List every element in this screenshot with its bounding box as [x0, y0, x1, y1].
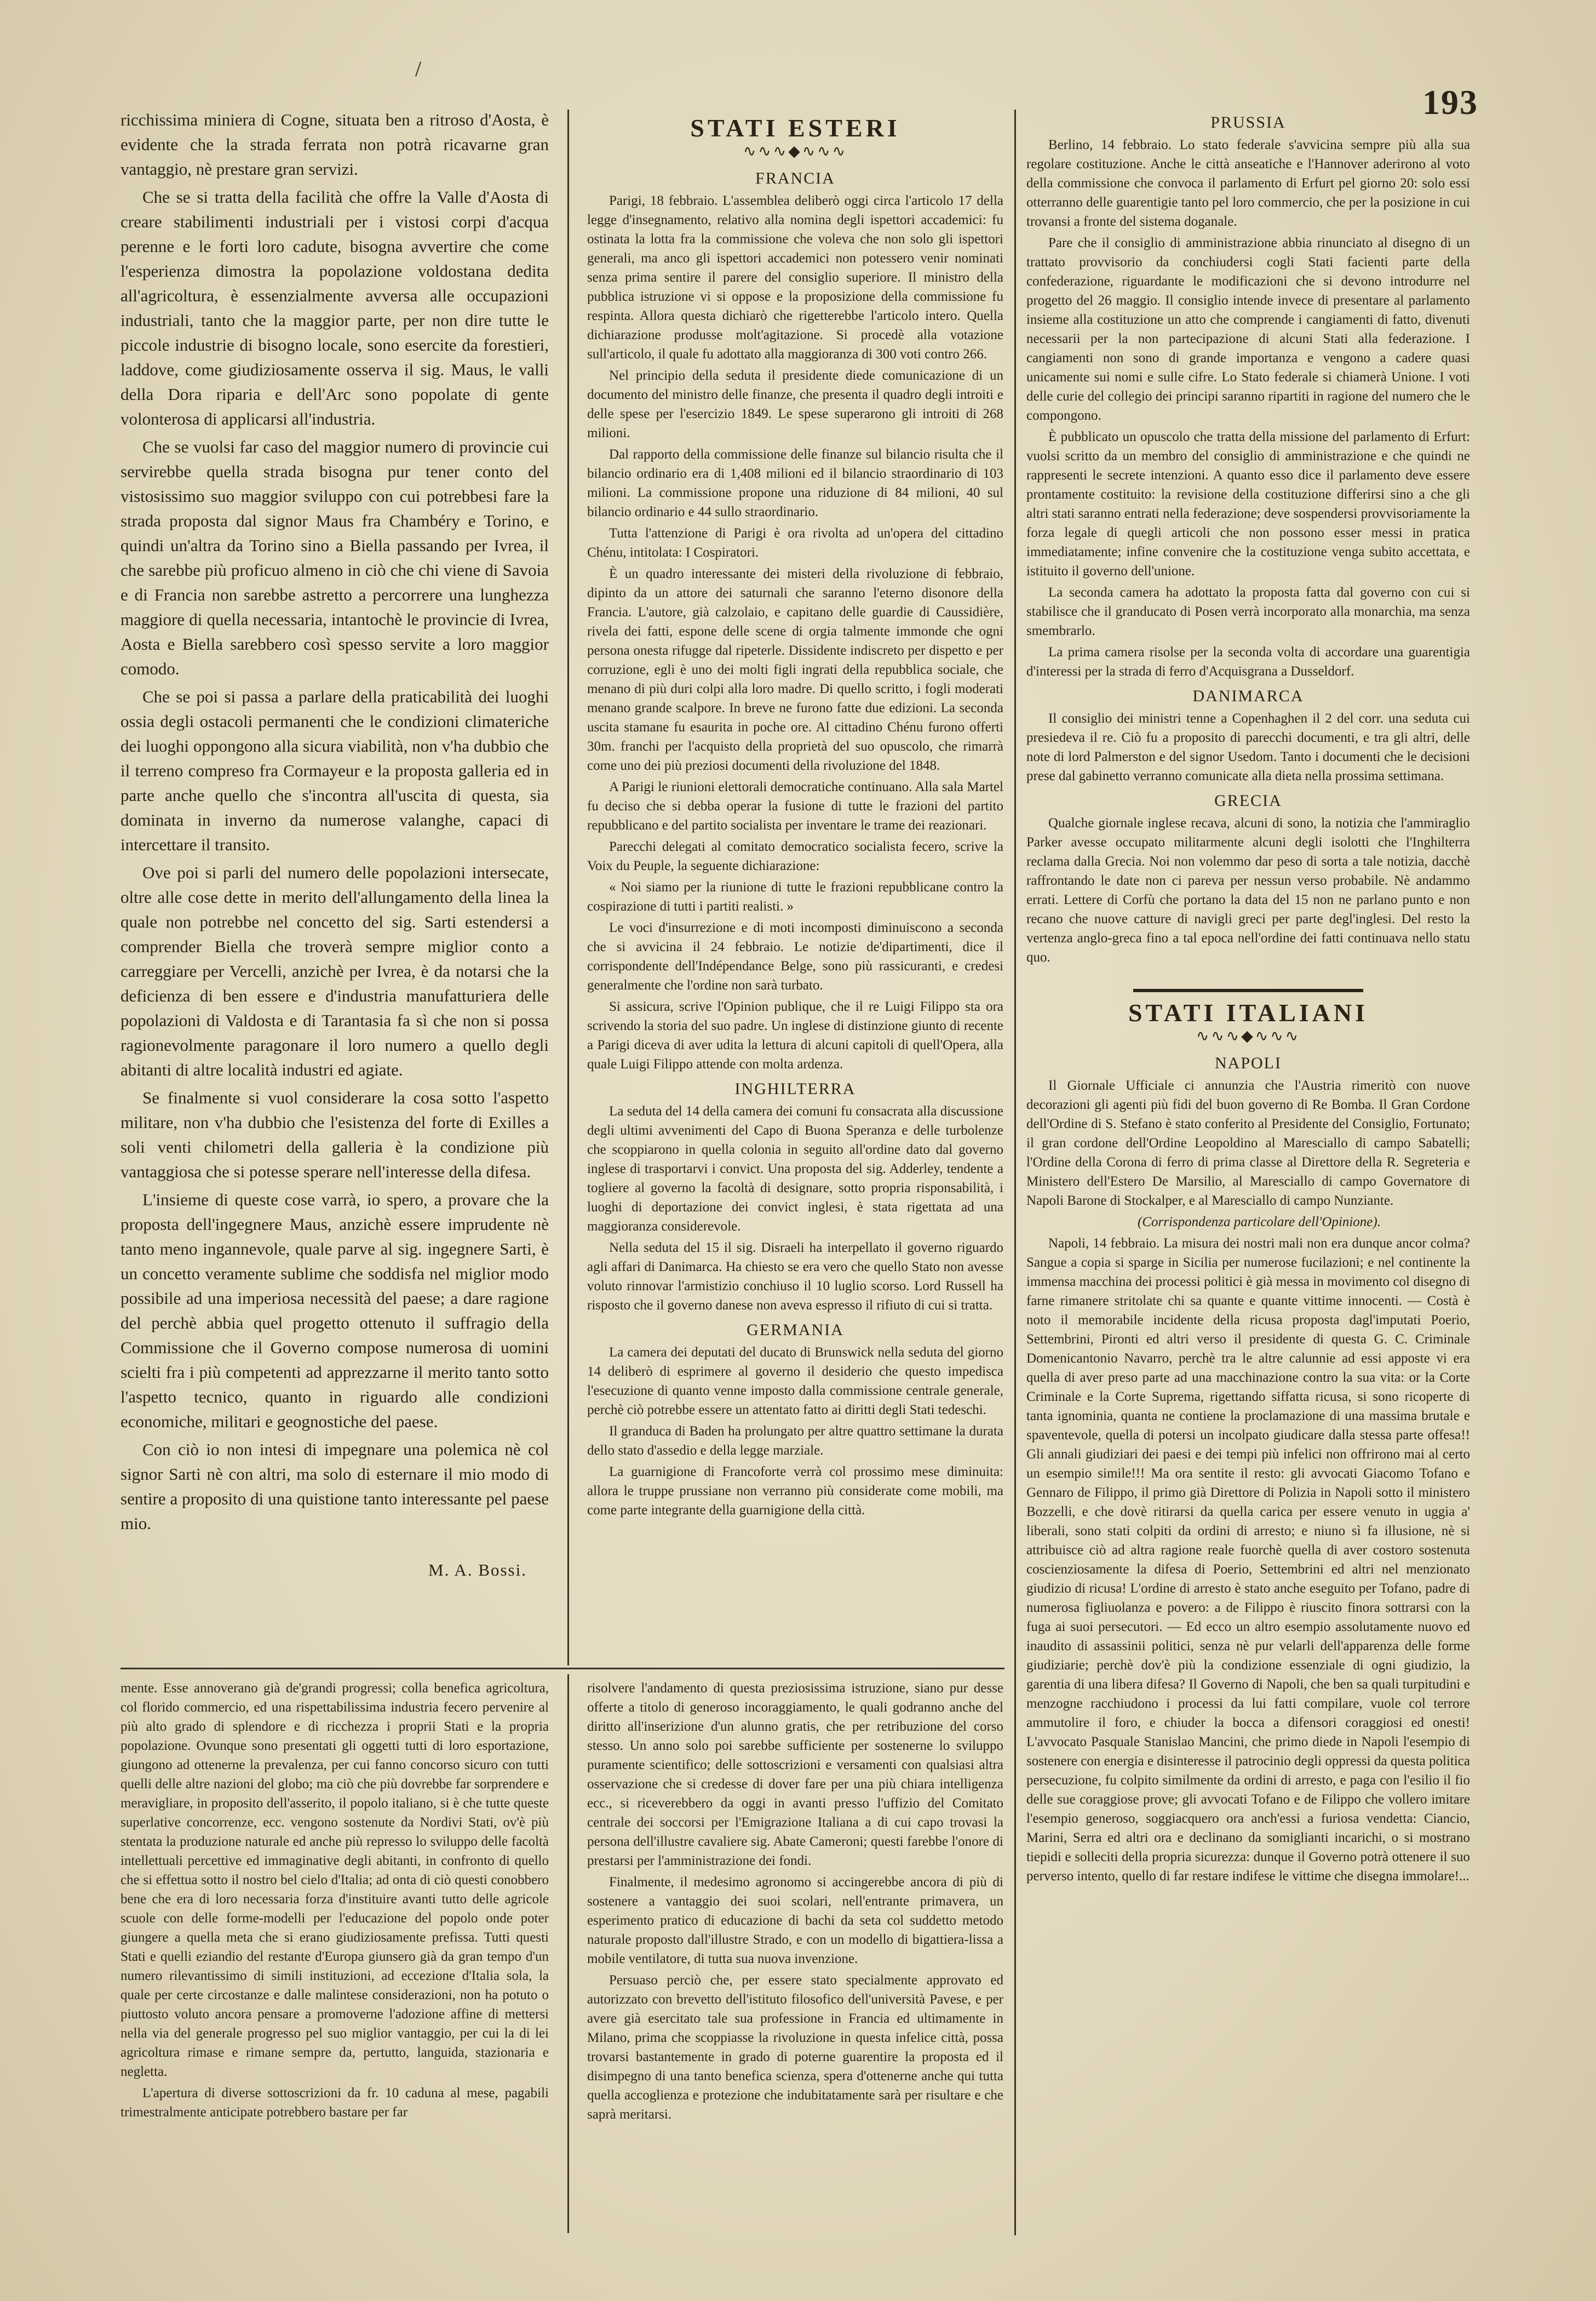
heading-danimarca: DANIMARCA — [1192, 687, 1304, 705]
ornament-divider: ∿∿∿◆∿∿∿ — [1196, 1028, 1301, 1045]
paragraph: Il consiglio dei ministri tenne a Copenhaghen il 2 del corr. una seduta cui presiedeva il re. Ciò fu a proposito di parecchi documenti, e tra gli altri, delle note di lord Palmerston e del signor Usedom. Tanto i documenti che le decisioni prese dal gabinetto verranno comunicate alla dieta nella prossima settimana. — [1026, 711, 1470, 783]
section-title-stati-esteri: STATI ESTERI — [690, 114, 900, 142]
paragraph: Con ciò io non intesi di impegnare una polemica nè col signor Sarti nè con altri, ma solo di esternare il mio modo di sentire a proposito di una quistione tanto interessante pel paese mio. — [120, 1440, 549, 1533]
paragraph: A Parigi le riunioni elettorali democratiche continuano. Alla sala Martel fu deciso che si debba operar la fusione di tutte le frazioni del partito repubblicano e del partito socialista per inventare le trame dei reazionari. — [587, 780, 1003, 833]
paragraph: mente. Esse annoverano già de'grandi progressi; colla benefica agricoltura, col florido commercio, ed una rispettabilissima industria fecero pervenire al più alto grado di splendore e di ricchezza i proprii Stati e la propria popolazione. Ovunque sono presentati gli oggetti tutti di loro esportazione, giungono ad ottenerne la prevalenza, per cui fanno concorso sicuro con tutti quelli delle altre nazioni del globo; ma ciò che più dovrebbe far sorprendere e meravigliare, in proposito dell'asserito, il popolo italiano, si è che tutte queste superlative concorrenze, ecc. vengono sostenute da Nordivi Stati, ov'è più stentata la produzione naturale ed anche più represso lo sviluppo delle facoltà intellettuali percettive ed immaginative degli abitanti, in confronto di quello che si effettua sotto il nostro bel cielo d'Italia; ad onta di ciò questi conobbero bene che era di loro necessaria forza d'instituire avanti tutto delle agricole scuole con delle forme-modelli per l'educazione del popolo onde poter giungere a quella meta che si erano giudiziosamente prefissa. Tutti questi Stati e quelli eziandio del restante d'Europa giunsero già da gran tempo d'un numero rilevantissimo di simili instituzioni, ad eccezione d'Italia sola, la quale per certe circostanze e dalle malintese considerazioni, non ha potuto o piuttosto voluto ancora pensare a promoverne l'adozione affine di mettersi nella via del generale progresso pel suo miglior vantaggio, per cui la di lei agricoltura rimase e rimane sempre da, pertutto, languida, stazionaria e negletta. — [120, 1681, 549, 2079]
heading-prussia: PRUSSIA — [1210, 113, 1286, 131]
quotation: « Noi siamo per la riunione di tutte le frazioni repubblicane contro la cospirazione di tutti i partiti realisti. » — [587, 880, 1003, 914]
footer-middle-column — [587, 1679, 1003, 2221]
ornament-divider: ∿∿∿◆∿∿∿ — [743, 143, 848, 160]
paragraph: La prima camera risolse per la seconda volta di accordare una guarentigia d'interessi per la strada di ferro d'Acquisgrana a Dusseldorf. — [1026, 645, 1470, 679]
paragraph: Che se vuolsi far caso del maggior numero di provincie cui servirebbe quella strada bisogna pur tener conto del vistosissimo suo maggior sviluppo con cui potrebbesi fare la strada proposta dal signor Maus fra Chambéry e Torino, e quindi un'altra da Torino sino a Biella passando per Ivrea, il che sarebbe più proficuo almeno in ciò che chi viene di Savoia e di Francia non sarebbe astretto a percorrere una lunghezza maggiore di quella necessaria, intantochè le provincie di Ivrea, Aosta e Biella sarebbero così spesso servite a loro maggior comodo. — [120, 437, 549, 678]
paragraph: Berlino, 14 febbraio. Lo stato federale s'avvicina sempre più alla sua regolare costituzione. Anche le città anseatiche e l'Hannover aderirono al voto della commissione che convoca il parlamento di Erfurt pel giorno 20: solo essi otterranno delle guarentigie tanto pel loro commercio, che per la posizione in cui trovansi a fronte del sistema doganale. — [1026, 138, 1470, 229]
paragraph: Parigi, 18 febbraio. L'assemblea deliberò oggi circa l'articolo 17 della legge d'insegnamento, relativo alla nomina degli ispettori accademici: fu ostinata la lotta fra la commissione che voleva che non solo gli ispettori generali, ma anco gli ispettori accademici non potessero venir nominati senza prima sentire il parere del consiglio superiore. Il ministro della pubblica istruzione vi si oppose e la proposizione della commissione fu respinta. Allora questa dichiarò che rigetterebbe l'articolo intero. Quella dichiarazione produsse molt'agitazione. Si procedè alla votazione sull'articolo, il quale fu adottato alla maggioranza di 300 voti contro 266. — [587, 193, 1003, 362]
paragraph: Qualche giornale inglese recava, alcuni di sono, la notizia che l'ammiraglio Parker avesse occupato militarmente alcuni degli isolotti che l'Inghilterra reclama dalla Grecia. Noi non volemmo dar peso di sorta a tale notizia, dacchè raffrontando le date non ci pareva per nessun verso probabile. Nè andammo errati. Lettere di Corfù che portano la data del 15 non ne parlano punto e non recano che nuove catture di navigli greci per parte degl'inglesi. Del resto la vertenza anglo-greca fino a tal epoca nell'ordine dei fatti continuava nello statu quo. — [1026, 816, 1470, 965]
paragraph: L'insieme di queste cose varrà, io spero, a provare che la proposta dell'ingegnere Maus, anzichè essere imprudente nè tanto meno ingannevole, quale parve al sig. ingegnere Sarti, è un concetto veramente sublime che soddisfa nel miglior modo possibile ad una imperiosa necessità del paese; a dare ragione del perchè abbia quel progetto ottenuto il suffragio della Commissione che il Governo compose numerosa di uomini scielti fra i più competenti ad apprezzarne il merito tanto sotto l'aspetto tecnico, quanto in riguardo alle condizioni economiche, militari e geognostiche del paese. — [120, 1190, 549, 1431]
paragraph: Nella seduta del 15 il sig. Disraeli ha interpellato il governo riguardo agli affari di Danimarca. Ha chiesto se era vero che quello Stato non avesse voluto rinnovar l'armistizio conchiuso il 10 luglio scorso. Lord Russell ha risposto che il governo danese non aveva espresso il rifiuto di cui si tratta. — [587, 1240, 1003, 1313]
paragraph: L'apertura di diverse sottoscrizioni da fr. 10 caduna al mese, pagabili trimestralmente anticipate potrebbero bastare per far — [120, 2086, 549, 2120]
heading-germania: GERMANIA — [747, 1321, 844, 1339]
paragraph: Se finalmente si vuol considerare la cosa sotto l'aspetto militare, non v'ha dubbio che l'esistenza del forte di Exilles a soli venti chilometri della galleria è la condizione più vantaggiosa che si potesse sperare nell'interesse della difesa. — [120, 1088, 549, 1181]
paragraph: Il Giornale Ufficiale ci annunzia che l'Austria rimeritò con nuove decorazioni gli agenti più fidi del buon governo di Re Bomba. Il Gran Cordone dell'Ordine di S. Stefano è stato conferito al Presidente del Consiglio, Fortunato; il gran cordone dell'Ordine Leopoldino al Maresciallo di campo Sabatelli; l'Ordine della Corona di ferro di prima classe al Direttore della R. Segreteria e Ministero dell'Estero De Marsilio, al Maresciallo di campo Governatore di Napoli Barone di Stockalper, e al Maresciallo di campo Nunziante. — [1026, 1078, 1470, 1208]
right-column — [1026, 107, 1470, 2206]
paragraph: Che se si tratta della facilità che offre la Valle d'Aosta di creare stabilimenti industriali per i vistosi corpi d'acqua perenne e le forti loro cadute, bisogna avvertire che come l'esperienza dimostra la popolazione voldostana dedita all'agricoltura, è essenzialmente avversa alle occupazioni industriali, tanto che la maggior parte, per non dire tutte le piccole industrie di bisogno locale, sono esercite da forestieri, laddove, come giudiziosamente osserva il sig. Maus, le valli della Dora riparia e dell'Arc sono popolate di gente volonterosa di applicarsi all'industria. — [120, 187, 549, 428]
paragraph: risolvere l'andamento di questa preziosissima istruzione, siano pur desse offerte a titolo di generoso incoraggiamento, le quali godranno anche del diritto all'inserizione d'un alunno gratis, che per retribuzione del corso stesso. Un anno solo poi sarebbe sufficiente per sostenerne lo sviluppo puramente scientifico; delle sottoscrizioni e versamenti con qualsiasi altra osservazione che si credesse di dover fare per una più chiara intelligenza ecc., si riceverebbero da oggi in avanti presso l'uffizio del Comitato centrale dei soccorsi per l'Emigrazione Italiana a di cui capo trovasi la persona dell'illustre cavaliere sig. Abate Cameroni; questi farebbe l'onore di prestarsi per l'amministrazione dei fondi. — [587, 1681, 1003, 1868]
column-rule-left — [567, 110, 569, 1665]
paragraph: Ove poi si parli del numero delle popolazioni intersecate, oltre alle cose dette in merito dell'allungamento della linea la quale non potrebbe nel concetto del sig. Sarti estendersi a comprender Biella che troverà sempre miglior conto a carreggiare per Vercelli, anzichè per Ivrea, è da notarsi che la deficienza di ben essere e d'industria manufatturiera delle popolazioni di Valdosta e di Tarantasia fa sì che non si possa ragionevolmente paragonare il loro numero a quello degli abitanti di altre località industri ed agiate. — [120, 863, 549, 1079]
page-number: 193 — [1422, 83, 1478, 122]
paragraph: La guarnigione di Francoforte verrà col prossimo mese diminuita: allora le truppe prussiane non verranno più considerate come mobili, ma come parte integrante della guarnigione della città. — [587, 1464, 1003, 1518]
paragraph: Si assicura, scrive l'Opinion publique, che il re Luigi Filippo sta ora scrivendo la storia del suo padre. Un inglese di distinzione giunto di recente a Parigi diceva di aver udita la lettura di alcuni capitoli di quell'Opera, alla quale Luigi Filippo attende con molta ardenza. — [587, 999, 1003, 1072]
paragraph: La camera dei deputati del ducato di Brunswick nella seduta del giorno 14 deliberò di esprimere al governo il desiderio che questo impedisca l'esecuzione di quanto venne imposto dalla commissione centrale generale, perchè ciò potrebbe essere un attentato fatto ai diritti degli Stati tedeschi. — [587, 1345, 1003, 1417]
column-rule-right — [1014, 110, 1016, 2235]
heading-inghilterra: INGHILTERRA — [734, 1080, 856, 1098]
author-signature: M. A. Bossi. — [428, 1560, 527, 1579]
heading-grecia: GRECIA — [1214, 792, 1282, 810]
heading-napoli: NAPOLI — [1215, 1054, 1282, 1072]
middle-column — [587, 107, 1003, 1657]
paragraph: La seduta del 14 della camera dei comuni fu consacrata alla discussione degli ultimi avvenimenti del Capo di Buona Speranza e delle turbolenze che scoppiarono in quella colonia in seguito all'ordine dato dal governo inglese di trasportarvi i convict. Una proposta del sig. Adderley, tendente a togliere al governo la facoltà di designare, sotto propria risponsabilità, i luoghi di deportazione dei convict inglesi, è stata rigettata ad una maggioranza considerevole. — [587, 1104, 1003, 1234]
paragraph: Dal rapporto della commissione delle finanze sul bilancio risulta che il bilancio ordinario era di 1,408 milioni ed il bilancio straordinario di 103 milioni. La commissione propone una riduzione di 84 milioni, 40 sul bilancio ordinario e 44 sullo straordinario. — [587, 447, 1003, 519]
paragraph: Tutta l'attenzione di Parigi è ora rivolta ad un'opera del cittadino Chénu, intitolata: I Cospiratori. — [587, 526, 1003, 560]
paragraph: Le voci d'insurrezione e di moti incomposti diminuiscono a seconda che si avvicina il 24 febbraio. Le notizie de'dipartimenti, dice il corrispondente dell'Indépendance Belge, sono più rassicuranti, e credesi generalmente che l'ordine non sarà turbato. — [587, 920, 1003, 993]
section-title-stati-italiani: STATI ITALIANI — [1128, 999, 1369, 1027]
paragraph: Parecchi delegati al comitato democratico socialista fecero, scrive la Voix du Peuple, la seguente dichiarazione: — [587, 839, 1003, 873]
correspondence-note: (Corrispondenza particolare dell'Opinione). — [1138, 1215, 1381, 1229]
feuilleton-rule — [120, 1668, 1004, 1669]
paragraph: Persuaso perciò che, per essere stato specialmente approvato ed autorizzato con brevetto dell'istituto filosofico dell'università Pavese, e per avere già esercitato tale sua professione in Francia ed ultimamente in Milano, prima che scoppiasse la rivoluzione in questa infelice città, possa trovarsi bastantemente in grado di poterne guarentire la proposta ed il disimpegno di una tanto benefica scienza, spera d'ottenerne anche qui tutta quella accoglienza e protezione che indubitatamente sarà per risultare e che saprà meritarsi. — [587, 1973, 1003, 2122]
paragraph: Napoli, 14 febbraio. La misura dei nostri mali non era dunque ancor colma? Sangue a copia si sparge in Sicilia per numerose fucilazioni; e nel continente la immensa macchina dei processi politici è già messa in movimento col disegno di farne rimanere stritolate chi sa quante e quante vittime innocenti. — Costà è noto il memorabile incidente della ricusa proposta dagl'imputati Poerio, Settembrini, Pironti ed altri verso il presidente di questa G. C. Criminale Domenicantonio Navarro, perchè tra le altre calunnie ad essi apposte vi era quella di aver preso parte ad una macchinazione contro la sua vita: or la Corte Criminale e la Corte Suprema, rigettando siffatta ricusa, si sono ricoperte di tanta ignominia, quanta ne contiene la proclamazione di una massima brutale e spaventevole, quella di potersi un incolpato giudicare dalla stessa parte offesa!! Gli annali giudiziari dei paesi e dei tempi più infelici non offrirono mai al certo un esempio simile!!! Ma ora sentite il resto: gli avvocati Giacomo Tofano e Gennaro de Filippo, il primo già Direttore di Polizia in Napoli sotto il ministero Bozzelli, e che dovè ritirarsi da quella carica per essere venuto in uggia a' liberali, sono stati colpiti da ordini di arresto; e niuno sì fa illusione, nè si attribuisce ciò ad altra ragione reale fuorchè quella di aver costoro sostenuta coscienziosamente la difesa di Poerio, Settembrini ed altri nel menzionato giudizio di ricusa! L'ordine di arresto è stato anche eseguito per Tofano, padre di numerosa figliuolanza e povero: a de Filippo è riuscito finora sottrarsi con la fuga ai suoi persecutori. — Ed ecco un altro esempio assolutamente nuovo ed inaudito di assassinii politici, senza nè pur velarli dell'apparenza delle forme giudiziarie; perchè dov'è più la condizione essenziale di ogni giudizio, la garentia di una libera difesa? Il Governo di Napoli, che ben sa quali turpitudini e menzogne racchiudono i processi da lui fatti compilare, vuole col terrore ammutolire il foro, e chiuder la bocca a difensori coraggiosi ed onesti! L'avvocato Pasquale Stanislao Mancini, che primo diede in Napoli l'esempio di sostenere con energia e disinteresse il patrocinio degli oppressi da questa politica persecuzione, fu colpito similmente da ordini di arresto, e paga con l'esilio il fio delle sue coraggiose prove; gli avvocati Tofano e de Filippo che vollero imitare l'esempio generoso, soggiacquero ora anch'essi a furiosa vendetta: Ciancio, Marini, Serra ed altri ora e declinano da somiglianti incarichi, o si mostrano tiepidi e solleciti della propria sicurezza: dunque il Governo potrà ottenere il suo perverso intento, quello di far restare indifese le vittime che disegna immolare!... — [1026, 1236, 1470, 1884]
section-bar — [1133, 989, 1363, 992]
paragraph: ricchissima miniera di Cogne, situata ben a ritroso d'Aosta, è evidente che la strada ferrata non potrà ricavarne gran vantaggio, nè prestare gran servizi. — [120, 110, 549, 179]
paragraph: Nel principio della seduta il presidente diede comunicazione di un documento del ministro delle finanze, che presenta il quadro degli introiti e delle spese per l'esercizio 1849. Le spese superarono gli introiti di 268 milioni. — [587, 368, 1003, 440]
paragraph: La seconda camera ha adottato la proposta fatta dal governo con cui si stabilisce che il granducato di Posen verrà incorporato alla monarchia, ma senza smembrarlo. — [1026, 585, 1470, 638]
paragraph: È un quadro interessante dei misteri della rivoluzione di febbraio, dipinto da un attore dei saturnali che saranno l'eterno disonore della Francia. L'autore, già calzolaio, e capitano delle guardie di Caussidière, rivela dei fatti, espone delle scene di orgia talmente immonde che ogni persona onesta rifugge dal ripeterle. Dissidente indiscreto per dispetto e per corruzione, egli è uno dei molti figli ingrati della repubblica sociale, che menano di più duri colpi alla loro madre. Di quello scritto, i fogli moderati menano grande scalpore. In breve ne furono fatte due edizioni. La seconda uscita stamane fu esaurita in poche ore. Al cittadino Chénu furono offerti 30m. franchi per l'acquisto della proprietà del suo opuscolo, che rimarrà come uno dei più preziosi documenti della rivoluzione del 1848. — [587, 566, 1003, 773]
paragraph: Finalmente, il medesimo agronomo si accingerebbe ancora di più di sostenere a vantaggio dei suoi scolari, nell'entrante primavera, un esperimento pratico di educazione di bachi da seta col suddetto metodo naturale proposto dall'illustre Strado, e con un modello di bigattiera-lissa a mobile ventilatore, di tutta sua nuova invenzione. — [587, 1875, 1003, 1966]
paragraph: Il granduca di Baden ha prolungato per altre quattro settimane la durata dello stato d'assedio e della legge marziale. — [587, 1424, 1003, 1458]
left-column-article — [120, 107, 549, 1657]
paragraph: Che se poi si passa a parlare della praticabilità dei luoghi ossia degli ostacoli permanenti che le condizioni climateriche dei luoghi oppongono alla sicura viabilità, non v'ha dubbio che il terreno compreso fra Cormayeur e la proposta galleria ed in parte anche quello che s'incontra all'uscita di questa, sia dominata in inverno da numerose valanghe, capaci di intercettare il transito. — [120, 687, 549, 854]
heading-francia: FRANCIA — [755, 169, 835, 187]
paragraph: È pubblicato un opuscolo che tratta della missione del parlamento di Erfurt: vuolsi scritto da un membro del consiglio di amministrazione e che quindi ne rappresenti le secrete intenzioni. A quanto esso dice il parlamento deve essere prontamente costituito: la revisione della costituzione differirsi sino a che gli altri stati saranno entrati nella federazione; deve sospendersi provvisoriamente la forza legale di quegli articoli che non possono esser messi in pratica immediatamente; infine convenire che la costituzione venga subito accettata, e istituito il governo dell'unione. — [1026, 430, 1470, 579]
footer-left-column — [120, 1679, 549, 2221]
footer-rule — [567, 1674, 569, 2233]
paragraph: Pare che il consiglio di amministrazione abbia rinunciato al disegno di un trattato provvisorio da conchiudersi cogli Stati facienti parte della confederazione, riguardante le modificazioni che si devono introdurre nel progetto del 26 maggio. Il consiglio intende invece di presentare al parlamento insieme alla costituzione un atto che comprende i cangiamenti di fatto, divenuti necessarii per la non partecipazione di alcuni Stati alla federazione. I cangiamenti non sono di grande importanza e vengono a cadere quasi unicamente sui nomi e sulle cifre. Lo Stato federale si chiamerà Unione. I voti delle curie del collegio dei principi saranno ripartiti in ragione del numero che le compongono. — [1026, 236, 1470, 423]
pencil-mark: / — [415, 56, 422, 81]
